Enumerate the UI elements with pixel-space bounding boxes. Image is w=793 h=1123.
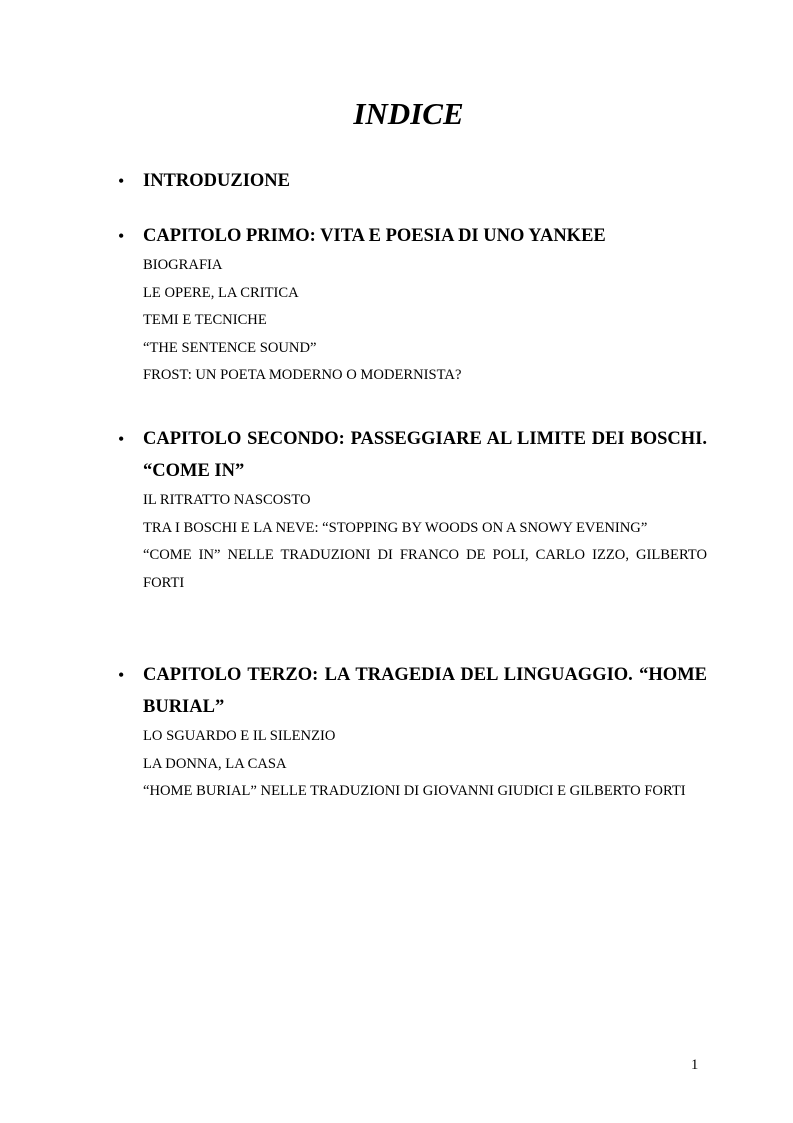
- toc-heading[interactable]: CAPITOLO SECONDO: PASSEGGIARE AL LIMITE DEI BOSCHI. “COME IN”: [143, 429, 707, 481]
- toc-heading[interactable]: INTRODUZIONE: [143, 171, 290, 191]
- toc-subitem[interactable]: BIOGRAFIA: [143, 257, 223, 273]
- toc-heading[interactable]: CAPITOLO PRIMO: VITA E POESIA DI UNO YANKEE: [143, 226, 606, 246]
- toc-subitem[interactable]: TEMI E TECNICHE: [143, 312, 267, 328]
- toc-subitem[interactable]: “COME IN” NELLE TRADUZIONI DI FRANCO DE POLI, CARLO IZZO, GILBERTO FORTI: [143, 547, 707, 591]
- toc-heading[interactable]: CAPITOLO TERZO: LA TRAGEDIA DEL LINGUAGGIO. “HOME BURIAL”: [143, 665, 707, 717]
- toc-section-capitolo-secondo: [118, 423, 707, 597]
- toc-subitem[interactable]: LA DONNA, LA CASA: [143, 755, 287, 772]
- page-number: 1: [691, 1057, 699, 1073]
- page-title: INDICE: [353, 96, 464, 131]
- toc-subitem[interactable]: FROST: UN POETA MODERNO O MODERNISTA?: [143, 367, 462, 383]
- toc-section-introduzione: [118, 165, 707, 197]
- toc-subitems: [143, 723, 707, 806]
- toc-subitems: [143, 487, 707, 597]
- bullet-icon: •: [118, 429, 125, 449]
- toc-subitem[interactable]: LE OPERE, LA CRITICA: [143, 284, 299, 301]
- toc-subitem[interactable]: IL RITRATTO NASCOSTO: [143, 492, 311, 508]
- bullet-icon: •: [118, 226, 125, 246]
- toc-subitem[interactable]: “THE SENTENCE SOUND”: [143, 339, 317, 356]
- toc-subitem[interactable]: TRA I BOSCHI E LA NEVE: “STOPPING BY WOODS ON A SNOWY EVENING”: [143, 519, 648, 536]
- toc-section-capitolo-primo: [118, 220, 707, 390]
- toc-subitem[interactable]: “HOME BURIAL” NELLE TRADUZIONI DI GIOVANNI GIUDICI E GILBERTO FORTI: [143, 783, 686, 799]
- toc-section-capitolo-terzo: [118, 659, 707, 806]
- bullet-icon: •: [118, 171, 125, 191]
- bullet-icon: •: [118, 665, 125, 685]
- toc-subitem[interactable]: LO SGUARDO E IL SILENZIO: [143, 728, 336, 744]
- toc-subitems: [143, 252, 707, 390]
